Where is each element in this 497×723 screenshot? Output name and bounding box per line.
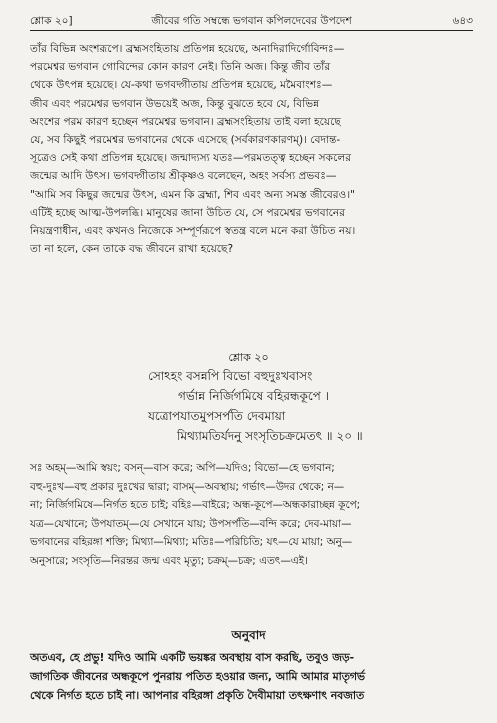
synonym-line: বহু-দুঃখ—বহু প্রকার দুঃখের দ্বারা; বাসম্—অবস্থায়; গর্ভাৎ—উদর থেকে; ন— (30, 480, 345, 493)
synonym-line: সঃ অহম্—আমি স্বয়ং; বসন্—বাস করে; অপি—যদিও; বিভো—হে ভগবান; (30, 462, 335, 474)
purport-line: তা না হলে, কেন তাকে বদ্ধ জীবনে রাখা হয়েছে? (30, 243, 234, 256)
page-number: ৬৪৩ (452, 15, 473, 27)
purport-paragraph (30, 40, 470, 258)
synonym-line: যত্র—যেখানে; উপযাতম্—যে সেখানে যায়; উপসর্পতি—বন্দি করে; দেব-মায়া— (30, 517, 352, 530)
purport-line: জীব এবং পরমেশ্বর ভগবান উভয়েই অজ, কিন্তু বুঝতে হবে যে, বিভিন্ন (30, 97, 320, 110)
synonyms-block (30, 459, 470, 570)
purport-line: তাঁর বিভিন্ন অংশরূপে। ব্রহ্মসংহিতায় প্রতিপন্ন হয়েছে, অনাদিরাদির্গোবিন্দঃ— (30, 43, 345, 55)
purport-line: থেকে উৎপন্ন হয়েছে। যে-কথা ভগবদ্গীতায় প্রতিপন্ন হয়েছে, মমৈবাংশঃ— (30, 79, 333, 92)
verse-line: সোঽহং বসন্নপি বিভো বহুদুঃখবাসং (148, 369, 313, 383)
translation-block (30, 648, 470, 705)
translation-line: অতএব, হে প্রভু! যদিও আমি একটি ভয়ঙ্কর অবস্থায় বাস করছি, তবুও জড়- (30, 651, 355, 664)
purport-line: সূত্রেও সেই কথা প্রতিপন্ন হয়েছে। জন্মাদ্যস্য যতঃ—পরমতত্ত্ব হচ্ছেন সকলের (30, 152, 352, 165)
verse-line: যত্রোপযাতমুপসর্পতি দেবমায়া (148, 409, 286, 423)
purport-line: এটিই হচ্ছে আত্ম-উপলব্ধি। মানুষের জানা উচিত যে, সে পরমেশ্বর ভগবানের (30, 206, 346, 219)
translation-heading: অনুবাদ (231, 628, 266, 642)
purport-line: অংশের পরম কারণ হচ্ছেন পরমেশ্বর ভগবান। ব্রহ্মসংহিতায় তাই বলা হয়েছে (30, 115, 341, 128)
verse-line: গর্ভান্ন নির্জিগমিষে বহিরন্ধকূপে । (178, 389, 329, 403)
purport-line: "আমি সব কিছুর জন্মের উৎস, এমন কি ব্রহ্মা, শিব এবং অন্য সমস্ত জীবেরও।" (30, 188, 356, 201)
verse-title: শ্লোক ২০ (228, 351, 269, 364)
synonym-line: ভগবানের বহিরঙ্গা শক্তি; মিথ্যা—মিথ্যা; মতিঃ—পরিচিতি; যৎ—যে মায়া; অনু— (30, 536, 353, 548)
chapter-title: জীবের গতি সম্বন্ধে ভগবান কপিলদেবের উপদেশ (151, 15, 352, 27)
purport-line: যে, সব কিছুই পরমেশ্বর ভগবানের থেকে এসেছে (সর্বকারণকারণম্)। বেদান্ত- (30, 134, 341, 147)
verse-reference: শ্লোক ২০] (30, 15, 73, 27)
translation-line: থেকে নির্গত হতে চাই না। আপনার বহিরঙ্গা প্রকৃতি দৈবীমায়া তৎক্ষণাৎ নবজাত (30, 689, 365, 702)
synonym-line: না; নির্জিগমিষে—নির্গত হতে চাই; বহিঃ—বাইরে; অন্ধ-কূপে—অন্ধকারাচ্ছন্ন কূপে; (30, 499, 361, 511)
translation-line: জাগতিক জীবনের অন্ধকূপে পুনরায় পতিত হওয়ার জন্য, আমি আমার মাতৃগর্ভ (30, 670, 365, 683)
purport-line: জন্মের আদি উৎস। ভগবদ্গীতায় শ্রীকৃষ্ণও বলেছেন, অহং সর্বস্য প্রভবঃ— (30, 170, 337, 183)
purport-line: নিয়ন্ত্রণাধীন, এবং কখনও নিজেকে সম্পূর্ণরূপে স্বতন্ত্র বলে মনে করা উচিত নয়। (30, 225, 356, 238)
purport-line: পরমেশ্বর ভগবান গোবিন্দের কোন কারণ নেই। তিনি অজ। কিন্তু জীব তাঁর (30, 61, 331, 74)
verse-line: মিথ্যামতির্যদনু সংসৃতিচক্রমেতৎ ॥ ২০ ॥ (177, 429, 363, 443)
synonym-line: অনুসারে; সংসৃতি—নিরন্তর জন্ম এবং মৃত্যু; চক্রম্—চক্র; এতৎ—এই। (30, 554, 308, 567)
page-header (30, 14, 473, 31)
